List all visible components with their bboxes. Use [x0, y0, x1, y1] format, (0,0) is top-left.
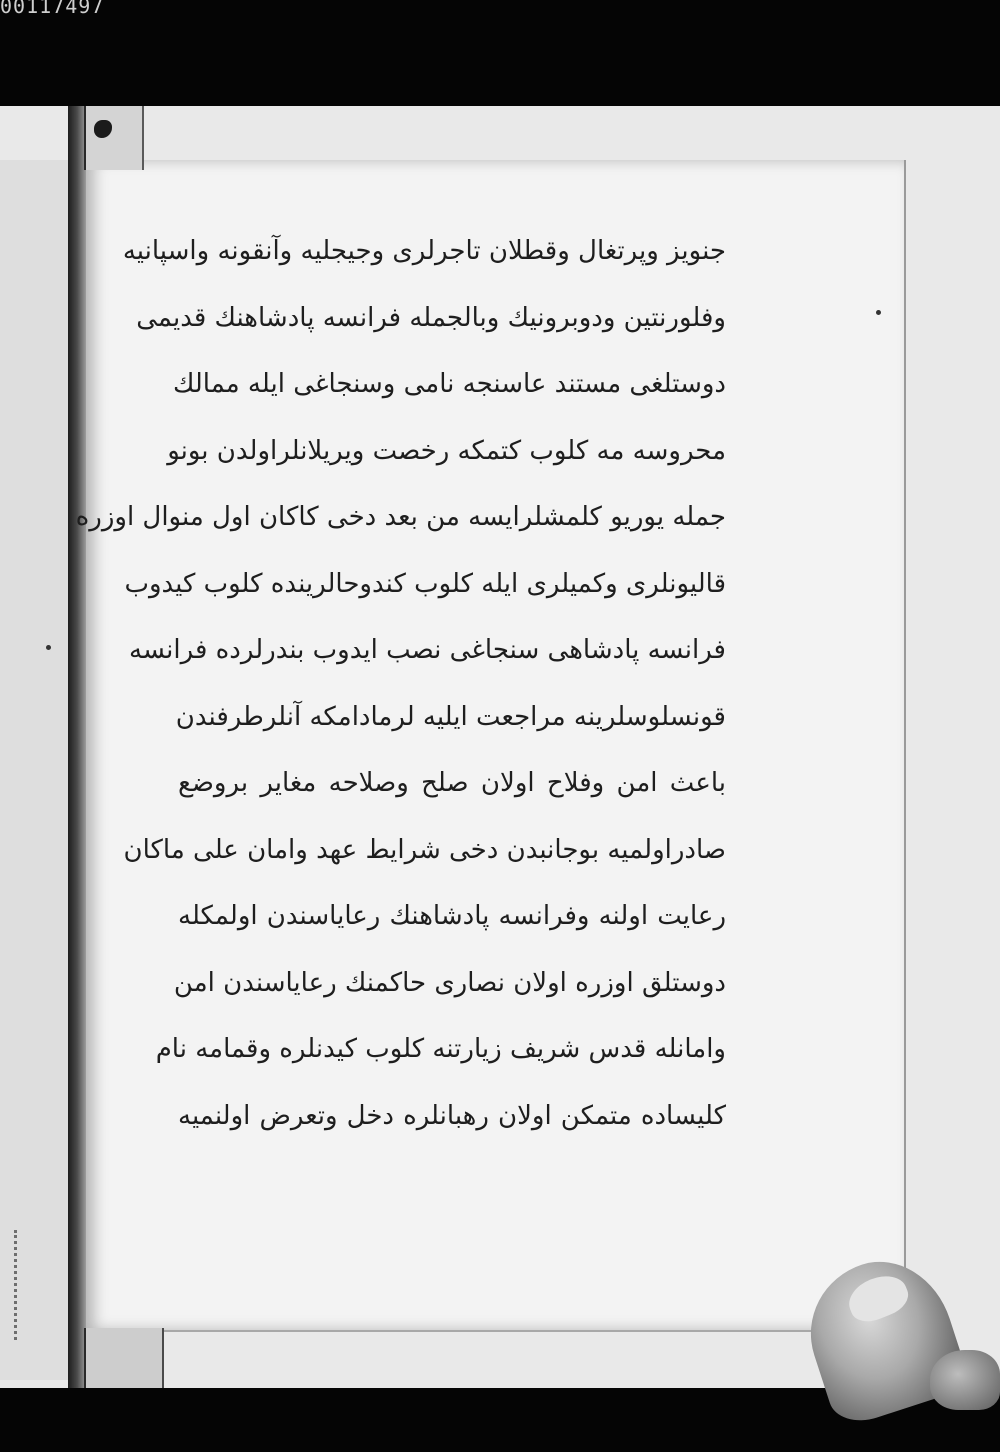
- text-line: جنویز وپرتغال وقطلان تاجرلری وجیجلیه وآنقونه واسپانیه: [122, 236, 726, 266]
- text-line: دوستلغی مستند عاسنجه نامی وسنجاغی ایله ممالك: [172, 369, 726, 399]
- text-line: صادراولمیه بوجانبدن دخی شرایط عهد وامان علی ماكان: [123, 834, 726, 865]
- text-line: وامانله قدس شریف زیارتنه كلوب كیدنلره وقمامه نام: [155, 1034, 726, 1064]
- text-line: قالیونلری وكمیلری ایله كلوب كندوحالرینده كلوب كیدوب: [124, 568, 726, 599]
- ink-spot: [876, 310, 881, 315]
- text-line: دوستلق اوزره اولان نصاری حاكمنك رعایاسندن امن: [173, 967, 726, 998]
- binding-tab-bottom: [84, 1328, 164, 1388]
- binding-tab-top: [84, 106, 144, 170]
- ink-spot: [46, 645, 51, 650]
- text-line: جمله یوریو كلمشلرایسه من بعد دخی كاكان اول منوال اوزره: [75, 502, 726, 532]
- ink-stain: [94, 120, 112, 138]
- frame-id-label: 00117497: [0, 0, 105, 18]
- holding-finger: [930, 1350, 1000, 1410]
- left-page-edge: [0, 160, 71, 1380]
- book-gutter: [68, 106, 86, 1388]
- text-line: فرانسه پادشاهی سنجاغی نصب ایدوب بندرلرده فرانسه: [129, 635, 726, 665]
- text-line: قونسلوسلرینه مراجعت ایلیه لرمادامكه آنلرطرفندن: [175, 701, 726, 732]
- text-line: وفلورنتین ودوبرونیك وبالجمله فرانسه پادشاهنك قدیمی: [136, 302, 726, 333]
- text-line: باعث امن وفلاح اولان صلح وصلاحه مغایر بروضع: [178, 768, 726, 798]
- text-line: كلیساده متمكن اولان رهبانلره دخل وتعرض اولنمیه: [178, 1100, 726, 1131]
- manuscript-text-block: [75, 226, 726, 1157]
- left-edge-marks: [14, 1230, 29, 1340]
- text-line: رعایت اولنه وفرانسه پادشاهنك رعایاسندن اولمكله: [178, 901, 726, 931]
- text-line: محروسه مه كلوب كتمكه رخصت ویریلانلراولدن بونو: [167, 435, 726, 466]
